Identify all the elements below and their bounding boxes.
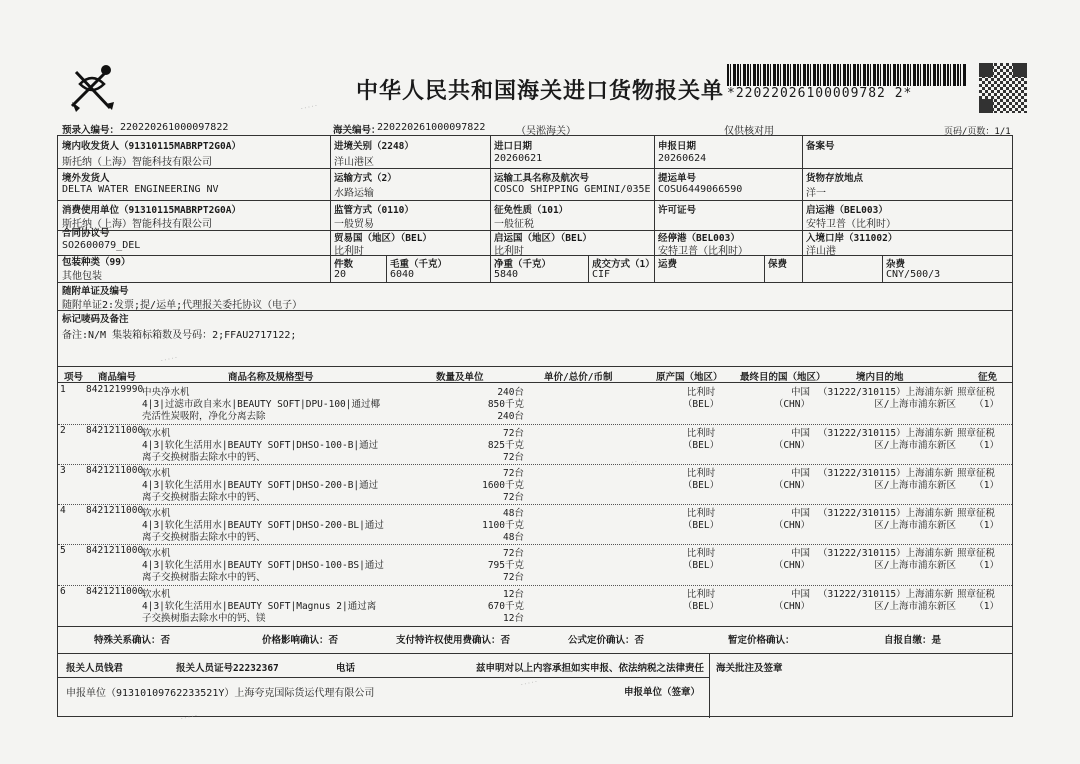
net-weight-label: 净重（千克） bbox=[494, 259, 552, 270]
tax-nature-label: 征免性质（101） bbox=[494, 205, 569, 216]
item-destination: 中国 bbox=[790, 589, 810, 600]
col-header-name: 商品名称及规格型号 bbox=[228, 372, 314, 383]
insurance-label: 保费 bbox=[768, 259, 788, 270]
trade-country-label: 贸易国（地区）（BEL） bbox=[334, 233, 432, 244]
item-qty-1: 48台 bbox=[503, 508, 524, 519]
phone-label: 电话 bbox=[336, 663, 356, 674]
item-spec-line2: 壳活性炭吸附，净化分离去除 bbox=[142, 411, 266, 422]
net-weight-value: 5840 bbox=[494, 269, 519, 280]
gross-weight-value: 6040 bbox=[390, 269, 415, 280]
declarer-name: 报关人员钱君 bbox=[66, 663, 124, 674]
item-spec-line2: 离子交换树脂去除水中的钙、 bbox=[142, 492, 266, 503]
item-no: 4 bbox=[60, 505, 66, 516]
item-destination-code: （CHN） bbox=[773, 440, 810, 451]
col-header-price: 单价/总价/币制 bbox=[544, 372, 613, 383]
item-tax-code: （1） bbox=[974, 560, 999, 571]
declaration-form bbox=[57, 135, 1013, 717]
provisional-price-confirm: 暂定价格确认： bbox=[728, 635, 795, 646]
import-date-value: 20260621 bbox=[494, 153, 543, 164]
item-code: 8421211000 bbox=[86, 505, 144, 516]
item-destination-code: （CHN） bbox=[773, 601, 810, 612]
item-domestic-dest-line1: （31222/310115）上海浦东新 bbox=[818, 548, 954, 559]
qr-code bbox=[979, 63, 1027, 113]
item-name: 软水机 bbox=[142, 468, 171, 479]
item-spec-line1: 4|3|软化生活用水|BEAUTY SOFT|DHSO-100-B|通过 bbox=[142, 440, 379, 451]
item-tax-code: （1） bbox=[974, 440, 999, 451]
item-origin: 比利时 bbox=[686, 508, 716, 519]
declarer-cert: 报关人员证号22232367 bbox=[176, 663, 279, 674]
item-no: 3 bbox=[60, 465, 66, 476]
storage-label: 货物存放地点 bbox=[806, 173, 864, 184]
transport-value: 水路运输 bbox=[334, 188, 374, 199]
record-no-label: 备案号 bbox=[806, 141, 835, 152]
formula-pricing-confirm: 公式定价确认：否 bbox=[568, 635, 645, 646]
shipper-value: DELTA WATER ENGINEERING NV bbox=[62, 184, 219, 195]
item-spec-line2: 离子交换树脂去除水中的钙、 bbox=[142, 532, 266, 543]
customs-note-label: 海关批注及签章 bbox=[716, 663, 783, 674]
item-qty-1: 72台 bbox=[503, 468, 524, 479]
item-tax-code: （1） bbox=[974, 480, 999, 491]
declaring-agent: 申报单位（91310109762233521Y）上海夸克国际货运代理有限公司 bbox=[66, 688, 375, 699]
item-origin-code: （BEL） bbox=[682, 520, 720, 531]
verification-note: 仅供核对用 bbox=[724, 126, 774, 137]
supervision-value: 一般贸易 bbox=[334, 219, 374, 230]
packing-value: 其他包装 bbox=[62, 271, 102, 282]
barcode-number: *22022026100009782 2* bbox=[727, 86, 913, 101]
col-header-dest: 最终目的国（地区） bbox=[740, 372, 826, 383]
item-domestic-dest-line1: （31222/310115）上海浦东新 bbox=[818, 468, 954, 479]
supervision-label: 监管方式（0110） bbox=[334, 205, 414, 216]
transport-label: 运输方式（2） bbox=[334, 173, 397, 184]
item-tax-mode: 照章征税 bbox=[957, 428, 996, 439]
item-qty-2: 850千克 bbox=[487, 399, 524, 410]
entry-port-value: 洋山港区 bbox=[334, 157, 374, 168]
storage-value: 洋一 bbox=[806, 188, 826, 199]
item-destination-code: （CHN） bbox=[773, 520, 810, 531]
consumer-label: 消费使用单位（91310115MABRPT2G0A） bbox=[62, 205, 241, 216]
price-impact-confirm: 价格影响确认：否 bbox=[262, 635, 339, 646]
item-qty-3: 240台 bbox=[497, 411, 524, 422]
item-tax-mode: 照章征税 bbox=[957, 468, 996, 479]
depart-port-label: 启运港（BEL003） bbox=[806, 205, 888, 216]
item-origin-code: （BEL） bbox=[682, 440, 720, 451]
item-qty-3: 72台 bbox=[503, 452, 524, 463]
item-code: 8421211000 bbox=[86, 425, 144, 436]
item-origin: 比利时 bbox=[686, 589, 716, 600]
item-origin-code: （BEL） bbox=[682, 480, 720, 491]
via-port-value: 安特卫普（比利时） bbox=[658, 246, 748, 257]
item-no: 1 bbox=[60, 384, 66, 395]
item-domestic-dest-line2: 区/上海市浦东新区 bbox=[874, 399, 956, 410]
item-destination-code: （CHN） bbox=[773, 480, 810, 491]
item-domestic-dest-line2: 区/上海市浦东新区 bbox=[874, 440, 956, 451]
item-tax-mode: 照章征税 bbox=[957, 548, 996, 559]
item-destination: 中国 bbox=[790, 428, 810, 439]
item-spec-line1: 4|3|软化生活用水|BEAUTY SOFT|DHSO-100-BS|通过 bbox=[142, 560, 384, 571]
item-no: 6 bbox=[60, 586, 66, 597]
item-destination: 中国 bbox=[790, 387, 810, 398]
bl-label: 提运单号 bbox=[658, 173, 697, 184]
item-spec-line2: 离子交换树脂去除水中的钙、 bbox=[142, 452, 266, 463]
special-relation-confirm: 特殊关系确认：否 bbox=[94, 635, 171, 646]
consignee-value: 斯托纳（上海）智能科技有限公司 bbox=[62, 157, 212, 168]
col-header-qty: 数量及单位 bbox=[436, 372, 484, 383]
item-qty-1: 240台 bbox=[497, 387, 524, 398]
item-origin: 比利时 bbox=[686, 428, 716, 439]
self-pay-confirm: 自报自缴：是 bbox=[884, 635, 942, 646]
item-code: 8421219990 bbox=[86, 384, 144, 395]
col-header-origin: 原产国（地区） bbox=[656, 372, 723, 383]
gross-weight-label: 毛重（千克） bbox=[390, 259, 448, 270]
col-header-item-no: 项号 bbox=[64, 372, 84, 383]
item-tax-code: （1） bbox=[974, 520, 999, 531]
trade-country-value: 比利时 bbox=[334, 246, 364, 257]
item-tax-code: （1） bbox=[974, 601, 999, 612]
bl-value: COSU6449066590 bbox=[658, 184, 743, 195]
item-domestic-dest-line2: 区/上海市浦东新区 bbox=[874, 480, 956, 491]
item-spec-line1: 4|3|过滤市政自来水|BEAUTY SOFT|DPU-100|通过椰 bbox=[142, 399, 380, 410]
item-domestic-dest-line1: （31222/310115）上海浦东新 bbox=[818, 589, 954, 600]
item-destination: 中国 bbox=[790, 508, 810, 519]
origin-country-value: 比利时 bbox=[494, 246, 524, 257]
depart-port-value: 安特卫普（比利时） bbox=[806, 219, 896, 230]
marks-label: 标记唛码及备注 bbox=[62, 314, 129, 325]
item-spec-line1: 4|3|软化生活用水|BEAUTY SOFT|Magnus 2|通过离 bbox=[142, 601, 377, 612]
item-tax-mode: 照章征税 bbox=[957, 387, 996, 398]
marks-value: 备注:N/M 集装箱标箱数及号码：2;FFAU2717122; bbox=[62, 330, 297, 341]
item-qty-2: 670千克 bbox=[487, 601, 524, 612]
item-spec-line2: 子交换树脂去除水中的钙、镁 bbox=[142, 613, 266, 624]
customs-no-label: 海关编号： bbox=[333, 125, 381, 136]
item-name: 软水机 bbox=[142, 548, 171, 559]
misc-fee-label: 杂费 bbox=[886, 259, 906, 270]
freight-label: 运费 bbox=[658, 259, 678, 270]
item-qty-3: 72台 bbox=[503, 572, 524, 583]
item-destination: 中国 bbox=[790, 468, 810, 479]
item-destination: 中国 bbox=[790, 548, 810, 559]
item-tax-mode: 照章征税 bbox=[957, 589, 996, 600]
pre-entry-label: 预录入编号： bbox=[62, 125, 120, 136]
item-spec-line1: 4|3|软化生活用水|BEAUTY SOFT|DHSO-200-BL|通过 bbox=[142, 520, 384, 531]
agent-seal-label: 申报单位（签章） bbox=[624, 687, 701, 698]
barcode bbox=[727, 64, 967, 86]
item-domestic-dest-line2: 区/上海市浦东新区 bbox=[874, 601, 956, 612]
item-domestic-dest-line1: （31222/310115）上海浦东新 bbox=[818, 508, 954, 519]
via-port-label: 经停港（BEL003） bbox=[658, 233, 740, 244]
item-qty-1: 12台 bbox=[503, 589, 524, 600]
item-qty-2: 825千克 bbox=[487, 440, 524, 451]
item-domestic-dest-line2: 区/上海市浦东新区 bbox=[874, 520, 956, 531]
docs-label: 随附单证及编号 bbox=[62, 286, 129, 297]
col-header-tax: 征免 bbox=[978, 372, 998, 383]
item-qty-3: 48台 bbox=[503, 532, 524, 543]
item-origin: 比利时 bbox=[686, 468, 716, 479]
item-destination-code: （CHN） bbox=[773, 560, 810, 571]
item-code: 8421211000 bbox=[86, 586, 144, 597]
tax-nature-value: 一般征税 bbox=[494, 219, 534, 230]
entry-port-label: 进境关别（2248） bbox=[334, 141, 414, 152]
item-origin-code: （BEL） bbox=[682, 560, 720, 571]
origin-country-label: 启运国（地区）（BEL） bbox=[494, 233, 592, 244]
item-origin: 比利时 bbox=[686, 387, 716, 398]
import-date-label: 进口日期 bbox=[494, 141, 533, 152]
document-title: 中华人民共和国海关进口货物报关单 bbox=[356, 78, 725, 104]
pre-entry-no: 220220261000097822 bbox=[120, 122, 229, 133]
item-qty-2: 1600千克 bbox=[482, 480, 524, 491]
item-qty-1: 72台 bbox=[503, 548, 524, 559]
deal-mode-label: 成交方式（1） bbox=[592, 259, 655, 270]
item-code: 8421211000 bbox=[86, 465, 144, 476]
item-name: 软水机 bbox=[142, 589, 171, 600]
item-spec-line1: 4|3|软化生活用水|BEAUTY SOFT|DHSO-200-B|通过 bbox=[142, 480, 379, 491]
col-header-domestic: 境内目的地 bbox=[856, 372, 904, 383]
customs-no: 220220261000097822 bbox=[377, 122, 486, 133]
item-tax-code: （1） bbox=[974, 399, 999, 410]
item-spec-line2: 离子交换树脂去除水中的钙、 bbox=[142, 572, 266, 583]
vessel-value: COSCO SHIPPING GEMINI/035E bbox=[494, 184, 651, 195]
license-label: 许可证号 bbox=[658, 205, 697, 216]
royalty-confirm: 支付特许权使用费确认：否 bbox=[396, 635, 511, 646]
page-number: 页码/页数：1/1 bbox=[944, 127, 1011, 137]
shipper-label: 境外发货人 bbox=[62, 173, 110, 184]
contract-value: SO2600079_DEL bbox=[62, 240, 141, 251]
contract-label: 合同协议号 bbox=[62, 228, 110, 239]
item-destination-code: （CHN） bbox=[773, 399, 810, 410]
misc-fee-value: CNY/500/3 bbox=[886, 269, 941, 280]
item-name: 中央净水机 bbox=[142, 387, 190, 398]
item-domestic-dest-line2: 区/上海市浦东新区 bbox=[874, 560, 956, 571]
consumer-value: 斯托纳（上海）智能科技有限公司 bbox=[62, 219, 212, 230]
item-qty-2: 795千克 bbox=[487, 560, 524, 571]
item-qty-2: 1100千克 bbox=[482, 520, 524, 531]
customs-office: （吴淞海关） bbox=[516, 126, 576, 137]
item-origin-code: （BEL） bbox=[682, 399, 720, 410]
item-name: 软水机 bbox=[142, 508, 171, 519]
vessel-label: 运输工具名称及航次号 bbox=[494, 173, 590, 184]
pieces-value: 20 bbox=[334, 269, 347, 280]
pieces-label: 件数 bbox=[334, 259, 354, 270]
item-tax-mode: 照章征税 bbox=[957, 508, 996, 519]
declare-date-label: 申报日期 bbox=[658, 141, 697, 152]
entry-place-label: 入境口岸（311002） bbox=[806, 233, 898, 244]
col-header-code: 商品编号 bbox=[98, 372, 137, 383]
declare-date-value: 20260624 bbox=[658, 153, 707, 164]
item-domestic-dest-line1: （31222/310115）上海浦东新 bbox=[818, 428, 954, 439]
legal-statement: 兹申明对以上内容承担如实申报、依法纳税之法律责任 bbox=[476, 663, 705, 674]
consignee-label: 境内收发货人（91310115MABRPT2G0A） bbox=[62, 141, 241, 152]
item-origin-code: （BEL） bbox=[682, 601, 720, 612]
deal-mode-value: CIF bbox=[592, 269, 611, 280]
item-domestic-dest-line1: （31222/310115）上海浦东新 bbox=[818, 387, 954, 398]
item-qty-3: 72台 bbox=[503, 492, 524, 503]
item-no: 5 bbox=[60, 545, 66, 556]
docs-value: 随附单证2:发票;提/运单;代理报关委托协议（电子） bbox=[62, 300, 303, 311]
customs-emblem-logo bbox=[66, 62, 118, 114]
item-origin: 比利时 bbox=[686, 548, 716, 559]
item-qty-3: 12台 bbox=[503, 613, 524, 624]
entry-place-value: 洋山港 bbox=[806, 246, 836, 257]
packing-label: 包装种类（99） bbox=[62, 257, 131, 268]
item-qty-1: 72台 bbox=[503, 428, 524, 439]
item-code: 8421211000 bbox=[86, 545, 144, 556]
item-no: 2 bbox=[60, 425, 66, 436]
item-name: 软水机 bbox=[142, 428, 171, 439]
